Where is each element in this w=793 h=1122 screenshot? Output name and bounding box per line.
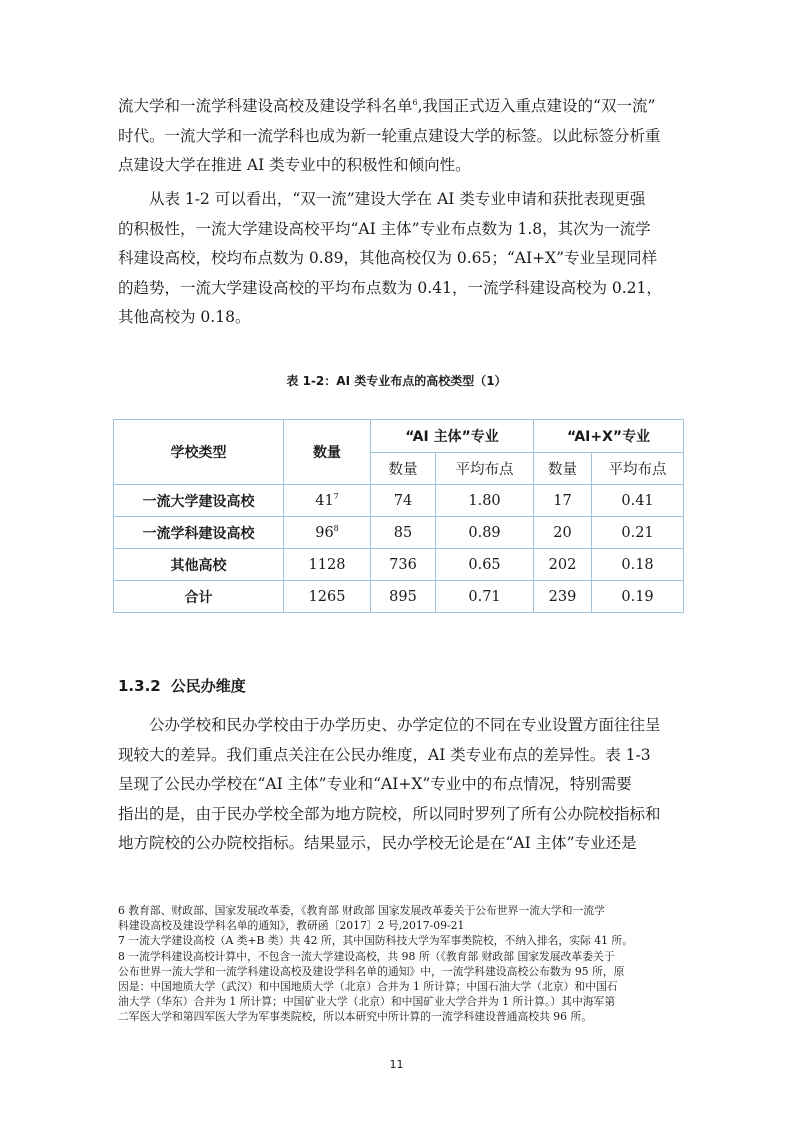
row-count	[284, 517, 371, 549]
row-type: 其他高校	[114, 549, 284, 581]
row-ai-count: 85	[371, 517, 436, 549]
para2-line-5: 其他高校为 0.18。	[118, 308, 251, 326]
para3-line-5: 地方院校的公办院校指标。结果显示，民办学校无论是在“AI 主体”专业还是	[118, 834, 637, 852]
table-row	[114, 485, 684, 517]
para3-line-1: 公办学校和民办学校由于办学历史、办学定位的不同在专业设置方面往往呈	[149, 716, 661, 734]
para2-line-2: 的积极性，一流大学建设高校平均“AI 主体”专业布点数为 1.8，其次为一流学	[118, 219, 651, 238]
row-x-avg: 0.41	[592, 485, 684, 517]
para3-line-2: 现较大的差异。我们重点关注在公民办维度，AI 类专业布点的差异性。表 1-3	[118, 745, 651, 764]
row-count-value: 96	[315, 524, 334, 541]
header-count: 数量	[284, 420, 371, 485]
row-count-value: 41	[315, 492, 334, 509]
subheader-ai-count: 数量	[371, 453, 436, 485]
row-ai-count: 736	[371, 549, 436, 581]
footnote-ref-6[interactable]: 6	[412, 97, 418, 107]
footnote-ref-8[interactable]: 8	[333, 523, 339, 533]
intro-line-1	[118, 92, 678, 122]
subheader-ai-avg: 平均布点	[436, 453, 534, 485]
intro-line-1-tail: ,我国正式迈入重点建设的“双一流”	[417, 97, 656, 115]
school-type-table	[113, 419, 684, 613]
footnote-ref-7[interactable]: 7	[333, 491, 339, 501]
section-number: 1.3.2	[118, 677, 161, 695]
para3-line-4: 指出的是，由于民办学校全部为地方院校，所以同时罗列了所有公办院校指标和	[118, 804, 661, 823]
footnote-6-line-1: 6 教育部、财政部、国家发展改革委，《教育部 财政部 国家发展改革委关于公布世界一流大学和一流学	[118, 904, 605, 917]
footnote-8-line-5: 二军医大学和第四军医大学为军事类院校，所以本研究中所计算的一流学科建设普通高校共 96 所。	[118, 1010, 593, 1024]
row-x-count: 202	[534, 549, 592, 581]
page-number: 11	[389, 1058, 404, 1071]
intro-paragraph	[118, 92, 678, 181]
para2-line-4: 的趋势，一流大学建设高校的平均布点数为 0.41，一流学科建设高校为 0.21，	[118, 278, 662, 297]
row-x-count: 20	[534, 517, 592, 549]
table-row	[114, 549, 684, 581]
section-title: 公民办维度	[170, 677, 246, 695]
para2-line-1: 从表 1-2 可以看出，“双一流”建设大学在 AI 类专业申请和获批表现更强	[149, 190, 646, 208]
row-ai-count: 74	[371, 485, 436, 517]
subheader-x-avg: 平均布点	[592, 453, 684, 485]
row-x-count: 239	[534, 581, 592, 613]
subheader-x-count: 数量	[534, 453, 592, 485]
row-type: 一流大学建设高校	[114, 485, 284, 517]
footnote-8-line-3: 因是：中国地质大学（武汉）和中国地质大学（北京）合并为 1 所计算；中国石油大学（北京）和中国石	[118, 980, 618, 994]
row-count	[284, 485, 371, 517]
footnote-8-line-2: 公布世界一流大学和一流学科建设高校及建设学科名单的通知》中，一流学科建设高校公布数为 95 所，原	[118, 964, 625, 978]
footnote-8-line-4: 油大学（华东）合并为 1 所计算；中国矿业大学（北京）和中国矿业大学合并为 1 所计算。）其中海军第	[118, 995, 616, 1009]
row-count: 1128	[284, 549, 371, 581]
footnote-6-line-2: 科建设高校及建设学科名单的通知》，教研函〔2017〕2 号,2017-09-21	[118, 919, 465, 933]
section-heading	[118, 675, 246, 696]
intro-line-2: 时代。一流大学和一流学科也成为新一轮重点建设大学的标签。以此标签分析重	[118, 126, 661, 145]
table-row	[114, 581, 684, 613]
row-x-avg: 0.19	[592, 581, 684, 613]
table-header-row	[114, 420, 684, 453]
row-type: 一流学科建设高校	[114, 517, 284, 549]
intro-line-1-text: 流大学和一流学科建设高校及建设学科名单	[118, 97, 413, 115]
para2-line-3: 科建设高校，校均布点数为 0.89，其他高校仅为 0.65；“AI+X”专业呈现同样	[118, 249, 658, 267]
footnote-8-line-1: 8 一流学科建设高校计算中，不包含一流大学建设高校，共 98 所（《教育部 财政部 国家发展改革委关于	[118, 949, 615, 963]
row-ai-count: 895	[371, 581, 436, 613]
header-ai-x: “AI+X”专业	[534, 420, 684, 453]
row-x-avg: 0.21	[592, 517, 684, 549]
public-private-paragraph	[118, 711, 678, 859]
header-ai-main: “AI 主体”专业	[371, 420, 534, 453]
row-type: 合计	[114, 581, 284, 613]
table-caption: 表 1-2：AI 类专业布点的高校类型（1）	[286, 374, 507, 388]
footnotes	[118, 903, 688, 1025]
analysis-paragraph	[118, 185, 678, 333]
footnote-7: 7 一流大学建设高校（A 类+B 类）共 42 所，其中国防科技大学为军事类院校，不纳入排名，实际 41 所。	[118, 934, 634, 948]
row-count: 1265	[284, 581, 371, 613]
row-x-count: 17	[534, 485, 592, 517]
para3-line-3: 呈现了公民办学校在“AI 主体”专业和“AI+X”专业中的布点情况，特别需要	[118, 775, 632, 793]
row-x-avg: 0.18	[592, 549, 684, 581]
header-school-type: 学校类型	[114, 420, 284, 485]
row-ai-avg: 0.65	[436, 549, 534, 581]
row-ai-avg: 0.71	[436, 581, 534, 613]
row-ai-avg: 1.80	[436, 485, 534, 517]
table-row	[114, 517, 684, 549]
row-ai-avg: 0.89	[436, 517, 534, 549]
intro-line-3: 点建设大学在推进 AI 类专业中的积极性和倾向性。	[118, 156, 471, 174]
